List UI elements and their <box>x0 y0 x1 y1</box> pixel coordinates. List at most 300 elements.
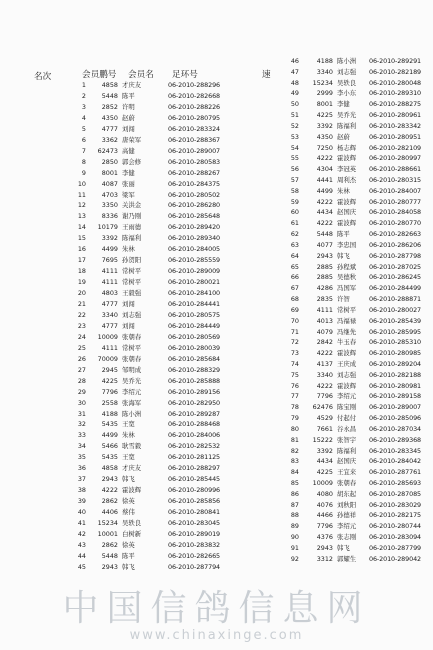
rank-cell: 26 <box>77 354 86 363</box>
member-ring-cell: 4111 <box>101 267 118 276</box>
foot-ring-cell: 06-2010-284100 <box>168 289 221 298</box>
foot-ring-cell: 06-2010-280985 <box>369 349 422 358</box>
foot-ring-cell: 06-2010-283094 <box>369 533 422 542</box>
member-name-cell: 孙程斌 <box>337 262 357 271</box>
rank-cell: 39 <box>77 497 86 506</box>
member-ring-cell: 2850 <box>101 157 118 166</box>
member-ring-cell: 2885 <box>316 262 333 271</box>
foot-ring-cell: 06-2010-287798 <box>369 251 422 260</box>
rank-cell: 69 <box>290 305 299 314</box>
member-name-cell: 李健 <box>122 168 135 177</box>
member-ring-cell: 3392 <box>316 121 333 130</box>
member-ring-cell: 2943 <box>316 251 333 260</box>
member-ring-cell: 2852 <box>101 102 118 111</box>
rank-cell: 21 <box>77 300 86 308</box>
foot-ring-cell: 06-2010-283029 <box>369 500 422 509</box>
member-name-cell: 韩飞 <box>337 251 350 260</box>
foot-ring-cell: 06-2010-280027 <box>369 305 422 314</box>
member-ring-cell: 4111 <box>101 343 118 352</box>
rank-cell: 68 <box>290 295 299 304</box>
rank-cell: 5 <box>81 124 86 133</box>
member-name-cell: 高健 <box>122 146 135 155</box>
member-ring-cell: 4222 <box>316 219 333 228</box>
foot-ring-cell: 06-2010-285439 <box>369 316 422 325</box>
foot-ring-cell: 06-2010-280039 <box>168 343 221 352</box>
foot-ring-cell: 06-2010-289156 <box>168 387 221 396</box>
member-name-cell: 孙德祥 <box>337 511 357 520</box>
foot-ring-cell: 06-2010-280502 <box>168 190 221 199</box>
foot-ring-cell: 06-2010-289310 <box>369 89 422 98</box>
foot-ring-cell: 06-2010-286206 <box>369 240 422 249</box>
foot-ring-cell: 06-2010-288267 <box>168 168 221 177</box>
rank-cell: 9 <box>81 168 86 177</box>
foot-ring-cell: 06-2010-281125 <box>168 453 221 462</box>
member-name-cell: 赵国庆 <box>337 208 357 217</box>
member-ring-cell: 5466 <box>101 442 118 451</box>
rank-cell: 86 <box>290 489 299 498</box>
rank-cell: 65 <box>290 262 299 271</box>
foot-ring-cell: 06-2010-285310 <box>369 338 422 347</box>
foot-ring-cell: 06-2010-289420 <box>168 223 221 232</box>
member-ring-cell: 4499 <box>316 186 333 195</box>
foot-ring-cell: 06-2010-288367 <box>168 135 221 144</box>
member-name-cell: 张智宇 <box>337 435 357 444</box>
foot-ring-cell: 06-2010-283342 <box>369 121 422 130</box>
member-ring-cell: 4222 <box>316 349 333 358</box>
member-name-cell: 吴轶良 <box>122 519 142 527</box>
member-ring-cell: 5435 <box>101 453 118 462</box>
member-ring-cell: 2943 <box>101 475 118 484</box>
member-name-cell: 张朝春 <box>122 332 142 341</box>
member-name-cell: 张海军 <box>122 398 142 407</box>
member-ring-cell: 4350 <box>101 113 118 122</box>
foot-ring-cell: 06-2010-289009 <box>168 267 221 276</box>
foot-ring-cell: 06-2010-280981 <box>369 381 422 390</box>
rank-cell: 83 <box>290 457 299 466</box>
rank-cell: 13 <box>77 212 86 221</box>
member-name-cell: 陈平 <box>337 230 350 239</box>
rank-cell: 53 <box>290 132 299 141</box>
rank-cell: 22 <box>77 310 86 319</box>
watermark-text: 中国信鸽信息网 <box>62 588 371 629</box>
rank-cell: 7 <box>81 146 86 155</box>
member-name-cell: 刘志强 <box>337 370 357 379</box>
rank-cell: 84 <box>290 468 299 477</box>
member-ring-cell: 4225 <box>101 376 118 385</box>
rank-cell: 35 <box>77 453 86 462</box>
rank-cell: 54 <box>290 143 299 152</box>
rank-cell: 51 <box>290 111 299 120</box>
member-ring-cell: 7250 <box>316 143 333 152</box>
member-name-cell: 徐英 <box>122 540 135 549</box>
member-name-cell: 李绍元 <box>337 392 357 401</box>
member-ring-cell: 2842 <box>316 338 333 347</box>
member-ring-cell: 2862 <box>101 497 118 506</box>
member-name-cell: 徐英 <box>122 497 135 506</box>
member-name-cell: 刘秋阳 <box>337 500 357 509</box>
member-name-cell: 杨志辉 <box>337 143 357 152</box>
rank-cell: 40 <box>77 508 86 517</box>
foot-ring-cell: 06-2010-280996 <box>168 486 221 495</box>
foot-ring-cell: 06-2010-283324 <box>168 124 221 133</box>
foot-ring-cell: 06-2010-289204 <box>369 359 422 368</box>
member-name-cell: 谷永昌 <box>337 424 357 433</box>
foot-ring-cell: 06-2010-280744 <box>369 522 422 531</box>
member-name-cell: 陈平 <box>122 551 135 560</box>
member-name-cell: 朱林 <box>337 186 350 195</box>
member-ring-cell: 4777 <box>101 321 118 330</box>
rank-cell: 49 <box>290 89 299 98</box>
rank-cell: 42 <box>77 529 86 538</box>
rank-cell: 64 <box>290 251 299 260</box>
member-name-cell: 张丽 <box>122 179 135 188</box>
member-name-cell: 朱林 <box>122 245 135 254</box>
rank-cell: 38 <box>77 486 86 495</box>
rank-cell: 87 <box>290 500 299 509</box>
foot-ring-cell: 06-2010-285445 <box>168 475 221 484</box>
member-ring-cell: 3392 <box>316 446 333 455</box>
member-name-cell: 韩飞 <box>122 475 135 484</box>
member-ring-cell: 4777 <box>101 300 118 308</box>
member-name-cell: 陈宝刚 <box>337 403 357 412</box>
rank-cell: 70 <box>290 316 299 325</box>
rank-cell: 59 <box>290 197 299 206</box>
member-name-cell: 陈小洲 <box>337 57 357 65</box>
member-name-cell: 陈福利 <box>122 234 142 243</box>
foot-ring-cell: 06-2010-287794 <box>168 562 221 571</box>
member-ring-cell: 62476 <box>312 403 333 412</box>
member-name-cell: 张朝春 <box>337 478 357 487</box>
member-name-cell: 霍波辉 <box>337 219 357 228</box>
member-name-cell: 陈福利 <box>337 446 357 455</box>
foot-ring-cell: 06-2010-287799 <box>369 543 422 552</box>
member-ring-cell: 4529 <box>316 414 333 423</box>
rank-cell: 72 <box>290 338 299 347</box>
member-name-cell: 牛玉春 <box>337 338 357 347</box>
rank-cell: 82 <box>290 446 299 455</box>
rank-cell: 24 <box>77 332 86 341</box>
member-ring-cell: 10009 <box>312 478 333 487</box>
rank-cell: 74 <box>290 359 299 368</box>
member-name-cell: 常树平 <box>337 305 357 314</box>
rank-cell: 3 <box>81 102 86 111</box>
member-ring-cell: 4858 <box>101 81 118 89</box>
member-name-cell: 霍波辉 <box>122 486 142 495</box>
rank-cell: 30 <box>77 398 86 407</box>
member-ring-cell: 4222 <box>316 154 333 163</box>
member-name-cell: 赵蔚 <box>337 132 350 141</box>
member-ring-cell: 4703 <box>101 190 118 199</box>
member-name-cell: 王庆成 <box>337 359 357 368</box>
rank-cell: 66 <box>290 273 299 282</box>
foot-ring-cell: 06-2010-289291 <box>369 57 422 65</box>
member-ring-cell: 2943 <box>101 562 118 571</box>
foot-ring-cell: 06-2010-282668 <box>168 91 221 100</box>
member-name-cell: 许明 <box>122 102 135 111</box>
member-name-cell: 李小东 <box>337 89 357 98</box>
member-ring-cell: 8001 <box>101 168 118 177</box>
rank-cell: 77 <box>290 392 299 401</box>
foot-ring-cell: 06-2010-280583 <box>168 157 221 166</box>
member-ring-cell: 4077 <box>316 240 333 249</box>
foot-ring-cell: 06-2010-286245 <box>369 273 422 282</box>
rank-cell: 20 <box>77 289 86 298</box>
foot-ring-cell: 06-2010-289007 <box>369 403 422 412</box>
rank-cell: 32 <box>77 420 86 429</box>
member-name-cell: 李忠国 <box>337 240 357 249</box>
foot-ring-cell: 06-2010-285693 <box>369 478 422 487</box>
rank-cell: 14 <box>77 223 86 232</box>
member-ring-cell: 4076 <box>316 500 333 509</box>
foot-ring-cell: 06-2010-288871 <box>369 295 422 304</box>
member-name-cell: 刘闯 <box>122 300 135 308</box>
member-ring-cell: 7695 <box>101 256 118 265</box>
rank-cell: 8 <box>81 157 86 166</box>
rank-cell: 67 <box>290 284 299 293</box>
member-name-cell: 刘志强 <box>337 67 357 76</box>
member-ring-cell: 3350 <box>101 201 118 210</box>
member-ring-cell: 4222 <box>316 381 333 390</box>
member-ring-cell: 3340 <box>101 310 118 319</box>
member-ring-cell: 4087 <box>101 179 118 188</box>
foot-ring-cell: 06-2010-285648 <box>168 212 221 221</box>
rank-cell: 18 <box>77 267 86 276</box>
rank-cell: 81 <box>290 435 299 444</box>
member-name-cell: 王宽 <box>122 453 135 462</box>
member-ring-cell: 4111 <box>101 278 118 287</box>
member-name-cell: 王毅强 <box>122 289 142 298</box>
foot-ring-cell: 06-2010-283832 <box>168 540 221 549</box>
member-name-cell: 吴乔光 <box>337 111 357 120</box>
member-ring-cell: 4222 <box>101 486 118 495</box>
rank-cell: 44 <box>77 551 86 560</box>
rank-cell: 4 <box>81 113 86 122</box>
member-name-cell: 许智 <box>337 295 350 304</box>
member-ring-cell: 70009 <box>97 354 118 363</box>
rank-cell: 47 <box>290 67 299 76</box>
foot-ring-cell: 06-2010-285559 <box>168 256 221 265</box>
rank-cell: 62 <box>290 230 299 239</box>
member-ring-cell: 4466 <box>316 511 333 520</box>
rank-cell: 33 <box>77 431 86 440</box>
rank-cell: 36 <box>77 464 86 473</box>
foot-ring-cell: 06-2010-280575 <box>168 310 221 319</box>
rank-cell: 16 <box>77 245 86 254</box>
rank-cell: 31 <box>77 409 86 418</box>
foot-ring-cell: 06-2010-284058 <box>369 208 422 217</box>
foot-ring-cell: 06-2010-288296 <box>168 81 221 89</box>
rank-cell: 79 <box>290 414 299 423</box>
member-ring-cell: 4188 <box>101 409 118 418</box>
foot-ring-cell: 06-2010-282665 <box>168 551 221 560</box>
member-name-cell: 王宜来 <box>337 468 357 477</box>
foot-ring-cell: 06-2010-280777 <box>369 197 422 206</box>
member-name-cell: 刘志强 <box>122 310 142 319</box>
foot-ring-cell: 06-2010-282175 <box>369 511 422 520</box>
foot-ring-cell: 06-2010-284007 <box>369 186 422 195</box>
rank-cell: 23 <box>77 321 86 330</box>
member-ring-cell: 10001 <box>97 529 118 538</box>
member-name-cell: 李冠英 <box>337 165 357 174</box>
rank-cell: 75 <box>290 370 299 379</box>
member-name-cell: 常树平 <box>122 343 142 352</box>
rank-cell: 58 <box>290 186 299 195</box>
rank-cell: 61 <box>290 219 299 228</box>
foot-ring-cell: 06-2010-289340 <box>168 234 221 243</box>
member-ring-cell: 4304 <box>316 165 333 174</box>
member-ring-cell: 10009 <box>97 332 118 341</box>
foot-ring-cell: 06-2010-287085 <box>369 489 422 498</box>
member-name-cell: 赵蔚 <box>122 113 135 122</box>
rank-cell: 34 <box>77 442 86 451</box>
foot-ring-cell: 06-2010-280021 <box>168 278 221 287</box>
foot-ring-cell: 06-2010-282663 <box>369 230 422 239</box>
foot-ring-cell: 06-2010-287034 <box>369 424 422 433</box>
member-name-cell: 常树平 <box>122 267 142 276</box>
member-name-cell: 郭会修 <box>122 157 142 166</box>
foot-ring-cell: 06-2010-284449 <box>168 321 221 330</box>
member-name-cell: 冯福禄 <box>337 316 357 325</box>
member-name-cell: 赵国庆 <box>337 457 357 466</box>
member-ring-cell: 4803 <box>101 289 118 298</box>
member-ring-cell: 4137 <box>316 359 333 368</box>
rank-cell: 28 <box>77 376 86 385</box>
rank-cell: 37 <box>77 475 86 484</box>
header-speed: 速 <box>262 70 271 80</box>
foot-ring-cell: 06-2010-285995 <box>369 327 422 336</box>
member-name-cell: 霍波辉 <box>337 197 357 206</box>
foot-ring-cell: 06-2010-289019 <box>168 529 221 538</box>
foot-ring-cell: 06-2010-284499 <box>369 284 422 293</box>
member-name-cell: 周利杰 <box>337 176 357 185</box>
rank-cell: 52 <box>290 121 299 130</box>
member-name-cell: 霍波辉 <box>337 349 357 358</box>
rank-cell: 90 <box>290 533 299 542</box>
member-name-cell: 张朝春 <box>122 354 142 363</box>
member-ring-cell: 7661 <box>316 424 333 433</box>
foot-ring-cell: 06-2010-289158 <box>369 392 422 401</box>
member-ring-cell: 4499 <box>101 245 118 254</box>
rank-cell: 43 <box>77 540 86 549</box>
rank-cell: 76 <box>290 381 299 390</box>
member-name-cell: 付起付 <box>337 414 357 423</box>
member-ring-cell: 4350 <box>316 132 333 141</box>
member-name-cell: 才庆友 <box>122 464 142 473</box>
rank-cell: 46 <box>290 57 299 65</box>
member-name-cell: 郭耀生 <box>337 554 357 563</box>
foot-ring-cell: 06-2010-280770 <box>369 219 422 228</box>
foot-ring-cell: 06-2010-285856 <box>168 497 221 506</box>
member-name-cell: 李健 <box>337 100 350 109</box>
rank-cell: 10 <box>77 179 86 188</box>
member-ring-cell: 15234 <box>312 78 333 87</box>
rank-cell: 15 <box>77 234 86 243</box>
member-ring-cell: 4376 <box>316 533 333 542</box>
member-name-cell: 陈小洲 <box>122 409 142 418</box>
member-ring-cell: 2885 <box>316 273 333 282</box>
member-name-cell: 才庆友 <box>122 81 142 89</box>
member-name-cell: 陈福利 <box>337 121 357 130</box>
member-ring-cell: 5435 <box>101 420 118 429</box>
member-name-cell: 李绍元 <box>122 387 142 396</box>
header-member-name: 会员名 <box>128 70 154 80</box>
member-ring-cell: 2943 <box>316 543 333 552</box>
foot-ring-cell: 06-2010-284441 <box>168 300 221 308</box>
member-ring-cell: 4222 <box>316 197 333 206</box>
foot-ring-cell: 06-2010-280315 <box>369 176 422 185</box>
foot-ring-cell: 06-2010-280048 <box>369 78 422 87</box>
rank-cell: 71 <box>290 327 299 336</box>
member-name-cell: 王雨德 <box>122 223 142 232</box>
member-ring-cell: 4777 <box>101 124 118 133</box>
rank-cell: 78 <box>290 403 299 412</box>
member-ring-cell: 4858 <box>101 464 118 473</box>
rank-cell: 1 <box>81 81 86 89</box>
rank-cell: 55 <box>290 154 299 163</box>
foot-ring-cell: 06-2010-284042 <box>369 457 422 466</box>
foot-ring-cell: 06-2010-284005 <box>168 245 221 254</box>
foot-ring-cell: 06-2010-284375 <box>168 179 221 188</box>
member-name-cell: 白树新 <box>122 529 142 538</box>
member-name-cell: 韩飞 <box>122 562 135 571</box>
foot-ring-cell: 06-2010-280997 <box>369 154 422 163</box>
rank-cell: 50 <box>290 100 299 109</box>
member-name-cell: 吴乔光 <box>122 376 142 385</box>
member-ring-cell: 62473 <box>97 146 118 155</box>
foot-ring-cell: 06-2010-286280 <box>168 201 221 210</box>
member-ring-cell: 4079 <box>316 327 333 336</box>
member-name-cell: 王宽 <box>122 420 135 429</box>
rank-cell: 48 <box>290 78 299 87</box>
member-ring-cell: 4434 <box>316 457 333 466</box>
member-ring-cell: 7796 <box>101 387 118 396</box>
member-name-cell: 胡东起 <box>337 489 357 498</box>
member-name-cell: 刘闯 <box>122 321 135 330</box>
rank-cell: 41 <box>77 519 86 527</box>
member-ring-cell: 3392 <box>101 234 118 243</box>
member-name-cell: 关洪金 <box>122 201 142 210</box>
foot-ring-cell: 06-2010-282950 <box>168 398 221 407</box>
member-ring-cell: 2999 <box>316 89 333 98</box>
member-name-cell: 唐荣军 <box>122 135 142 144</box>
foot-ring-cell: 06-2010-280961 <box>369 111 422 120</box>
rank-cell: 63 <box>290 240 299 249</box>
header-rank: 名次 <box>34 72 52 82</box>
foot-ring-cell: 06-2010-288329 <box>168 365 221 374</box>
foot-ring-cell: 06-2010-282532 <box>168 442 221 451</box>
foot-ring-cell: 06-2010-282109 <box>369 143 422 152</box>
rank-cell: 85 <box>290 478 299 487</box>
member-ring-cell: 4225 <box>316 111 333 120</box>
foot-ring-cell: 06-2010-285096 <box>369 414 422 423</box>
member-name-cell: 常树平 <box>122 278 142 287</box>
foot-ring-cell: 06-2010-289042 <box>369 554 422 563</box>
rank-cell: 6 <box>81 135 86 144</box>
member-ring-cell: 4434 <box>316 208 333 217</box>
rank-cell: 56 <box>290 165 299 174</box>
member-name-cell: 霍波辉 <box>337 154 357 163</box>
member-ring-cell: 4080 <box>316 489 333 498</box>
member-ring-cell: 4188 <box>316 57 333 65</box>
foot-ring-cell: 06-2010-284006 <box>168 431 221 440</box>
member-name-cell: 霍波辉 <box>337 381 357 390</box>
foot-ring-cell: 06-2010-288275 <box>369 100 422 109</box>
foot-ring-cell: 06-2010-280795 <box>168 113 221 122</box>
member-ring-cell: 4286 <box>316 284 333 293</box>
member-ring-cell: 3312 <box>316 554 333 563</box>
member-name-cell: 耿雪毅 <box>122 442 142 451</box>
foot-ring-cell: 06-2010-288226 <box>168 102 221 111</box>
